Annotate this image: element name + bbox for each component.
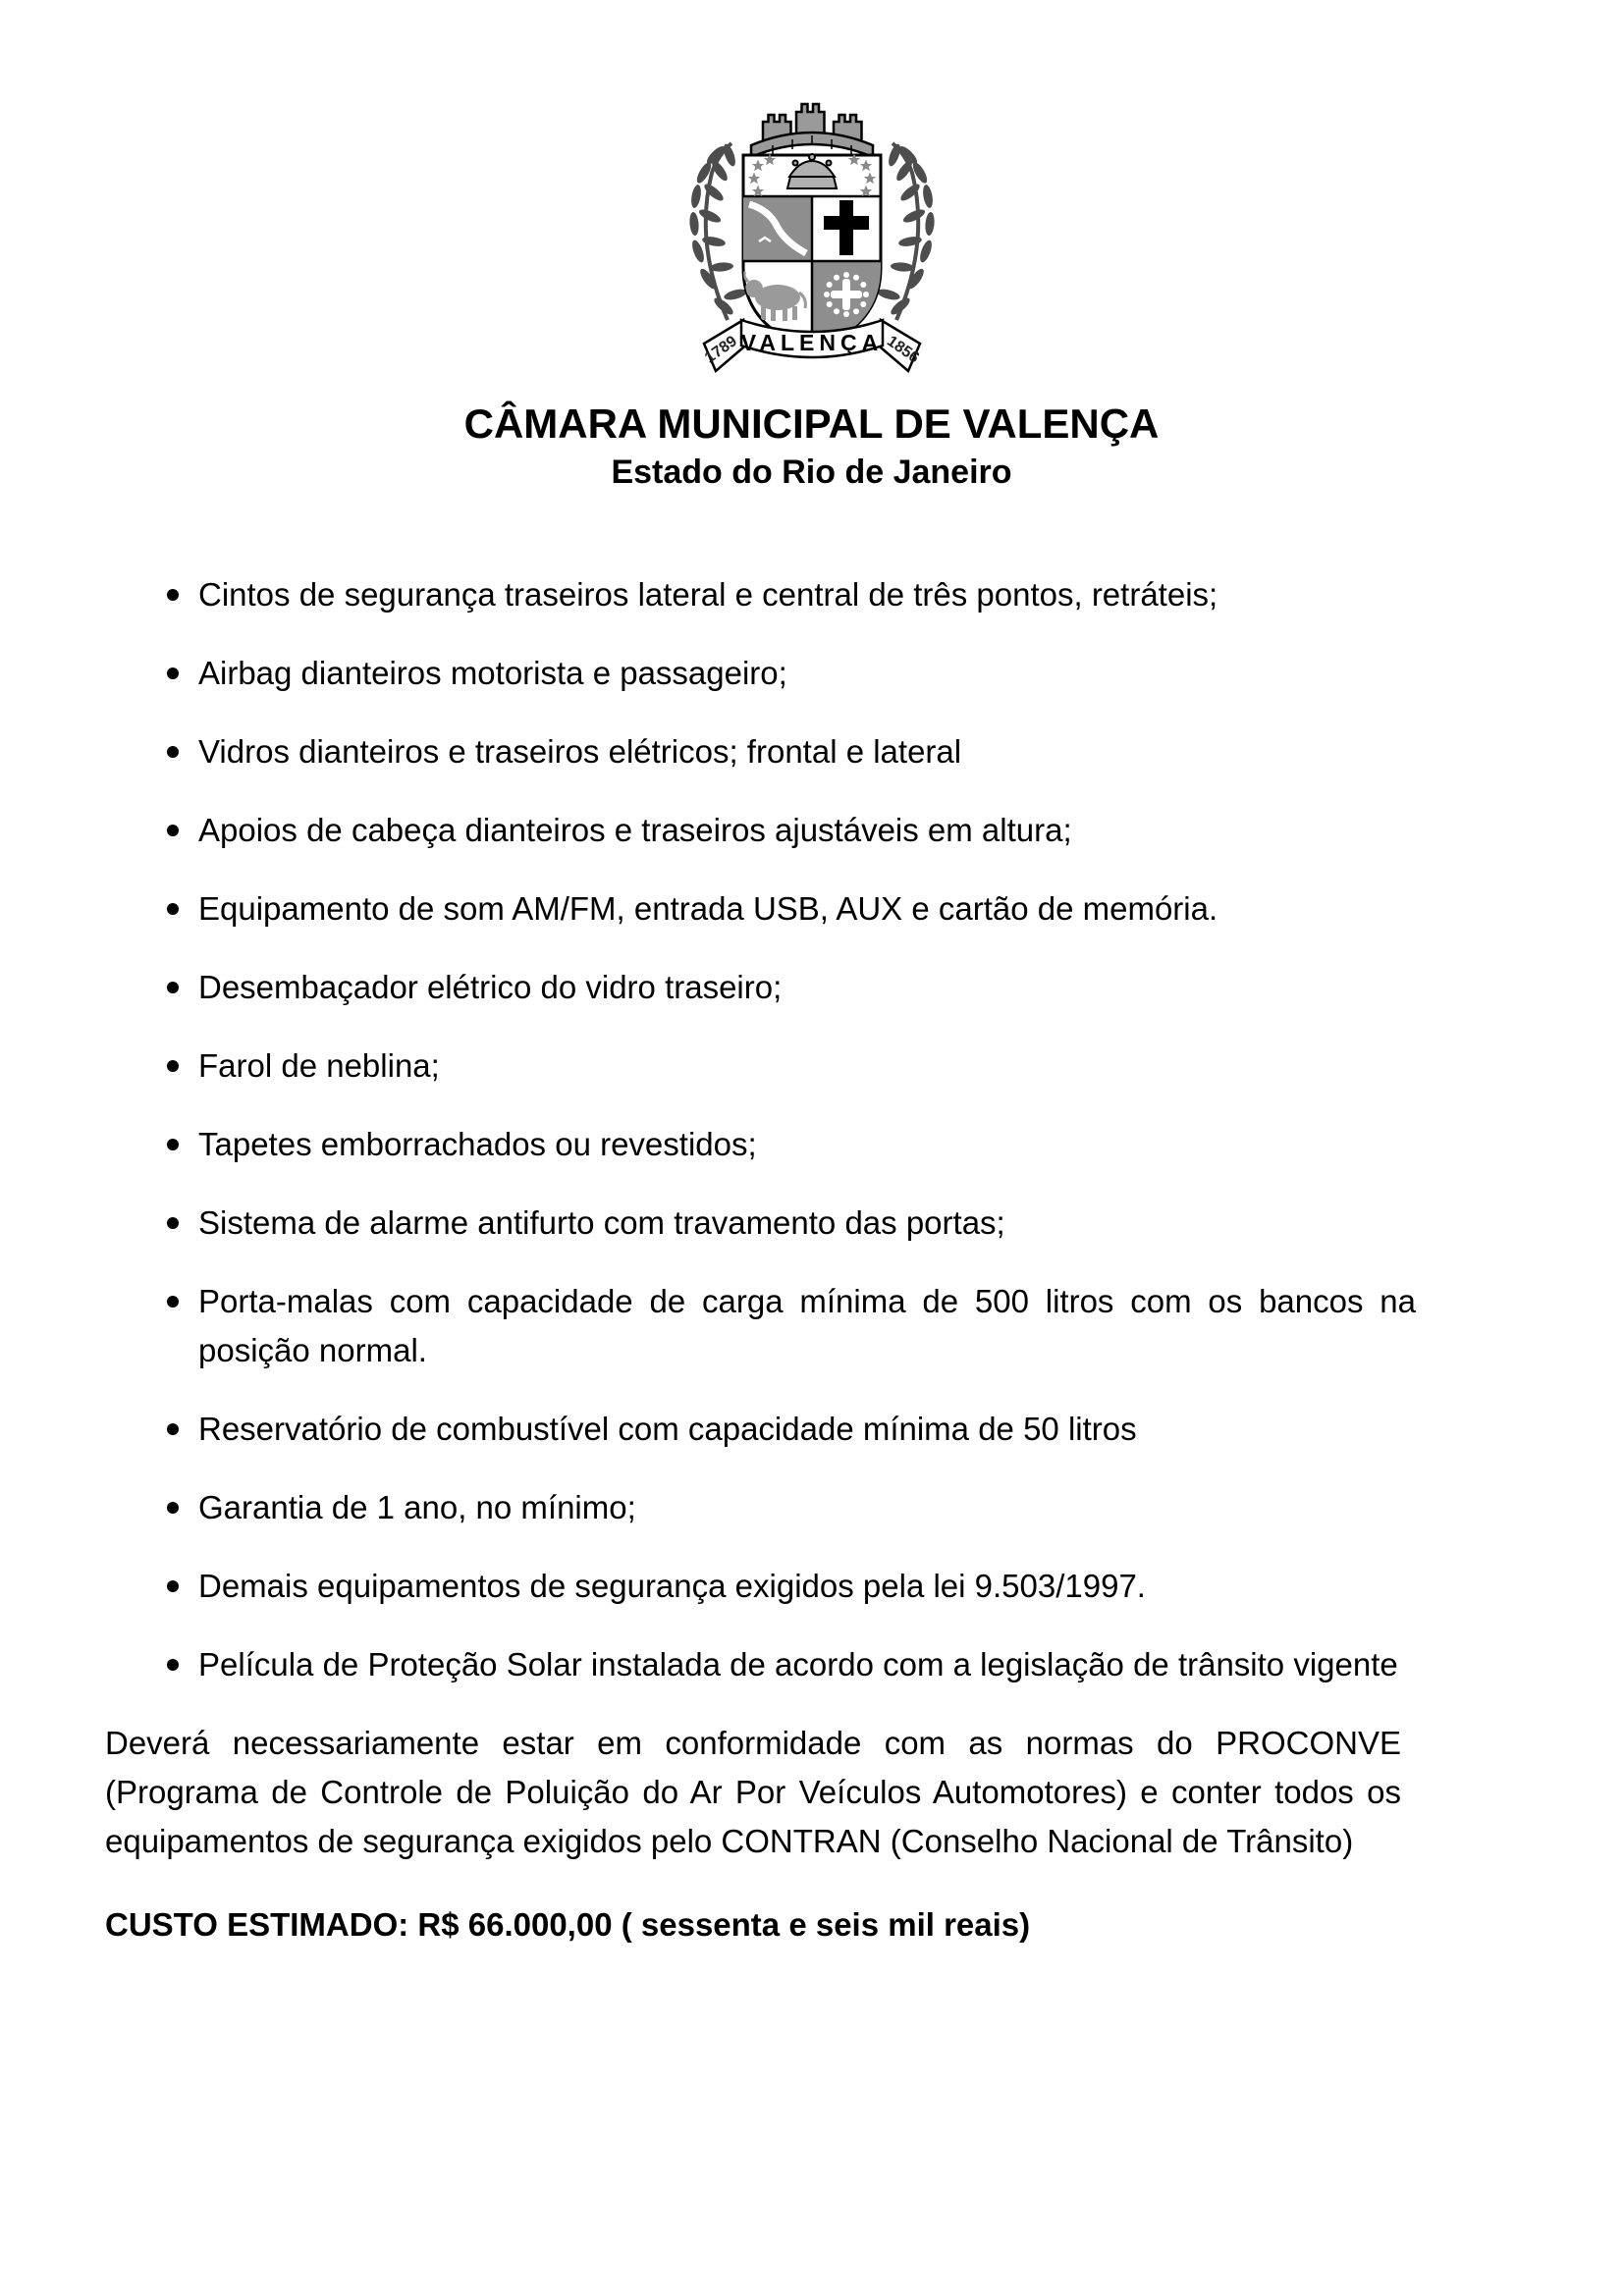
coat-of-arms — [596, 86, 1028, 381]
requirements-list — [105, 570, 1416, 1689]
list-item — [105, 727, 1416, 776]
bullet-icon — [167, 1580, 179, 1592]
bullet-icon — [167, 982, 179, 993]
list-item — [105, 1041, 1416, 1091]
list-item-text: Airbag dianteiros motorista e passageiro; — [198, 655, 787, 691]
list-item-text: Vidros dianteiros e traseiros elétricos; frontal e lateral — [198, 733, 962, 770]
list-item-text: Demais equipamentos de segurança exigidos pela lei 9.503/1997. — [198, 1568, 1146, 1604]
list-item — [105, 884, 1416, 934]
list-item — [105, 963, 1416, 1012]
estimated-cost-line: CUSTO ESTIMADO: R$ 66.000,00 ( sessenta e seis mil reais) — [105, 1906, 1031, 1943]
bullet-icon — [167, 1296, 179, 1308]
list-item-text: Equipamento de som AM/FM, entrada USB, AUX e cartão de memória. — [198, 890, 1218, 927]
list-item-text: Desembaçador elétrico do vidro traseiro; — [198, 969, 783, 1005]
list-item — [105, 1120, 1416, 1169]
bullet-icon — [167, 589, 179, 601]
bullet-icon — [167, 1659, 179, 1671]
list-item — [105, 1483, 1416, 1532]
list-item — [105, 570, 1416, 619]
bullet-icon — [167, 1217, 179, 1229]
list-item-text: Apoios de cabeça dianteiros e traseiros ajustáveis em altura; — [198, 812, 1072, 848]
banner-year-left: 1789 — [701, 333, 740, 367]
list-item-text: Cintos de segurança traseiros lateral e central de três pontos, retráteis; — [198, 576, 1218, 613]
list-item — [105, 1405, 1416, 1454]
list-item — [105, 806, 1416, 855]
bullet-icon — [167, 1423, 179, 1435]
list-item-text: Reservatório de combustível com capacidade mínima de 50 litros — [198, 1411, 1137, 1447]
list-item — [105, 1562, 1416, 1611]
bullet-icon — [167, 825, 179, 836]
page-subtitle: Estado do Rio de Janeiro — [611, 454, 1012, 491]
laurel-branch-left — [688, 142, 747, 320]
mural-crown-icon — [751, 104, 873, 157]
list-item-text: Película de Proteção Solar instalada de acordo com a legislação de trânsito vigente — [198, 1646, 1398, 1682]
document-header — [0, 0, 1623, 492]
bullet-icon — [167, 746, 179, 758]
bullet-icon — [167, 667, 179, 679]
compliance-paragraph: Deverá necessariamente estar em conformidade com as normas do PROCONVE (Programa de Controle de Poluição do Ar Por Veículos Automotores) e conter todos os equipamentos de segurança exigidos pelo CONTRAN (Conselho Nacional de Trânsito) — [105, 1725, 1401, 1859]
banner-year-right: 1856 — [883, 333, 922, 367]
list-item-text: Farol de neblina; — [198, 1047, 440, 1084]
list-item-text: Garantia de 1 ano, no mínimo; — [198, 1489, 636, 1525]
bullet-icon — [167, 903, 179, 915]
list-item-text: Sistema de alarme antifurto com travamento das portas; — [198, 1204, 1005, 1241]
document-body — [105, 570, 1623, 1949]
list-item-text: Tapetes emborrachados ou revestidos; — [198, 1126, 757, 1162]
laurel-branch-right — [876, 142, 935, 320]
list-item — [105, 1277, 1416, 1375]
bullet-icon — [167, 1502, 179, 1514]
bullet-icon — [167, 1060, 179, 1072]
page-title: CÂMARA MUNICIPAL DE VALENÇA — [463, 400, 1160, 447]
list-item-text: Porta-malas com capacidade de carga mínima de 500 litros com os bancos na posição normal. — [198, 1283, 1416, 1368]
list-item — [105, 1199, 1416, 1248]
list-item — [105, 1640, 1416, 1689]
banner-text: VALENÇA — [740, 330, 883, 355]
list-item — [105, 649, 1416, 698]
bullet-icon — [167, 1139, 179, 1150]
